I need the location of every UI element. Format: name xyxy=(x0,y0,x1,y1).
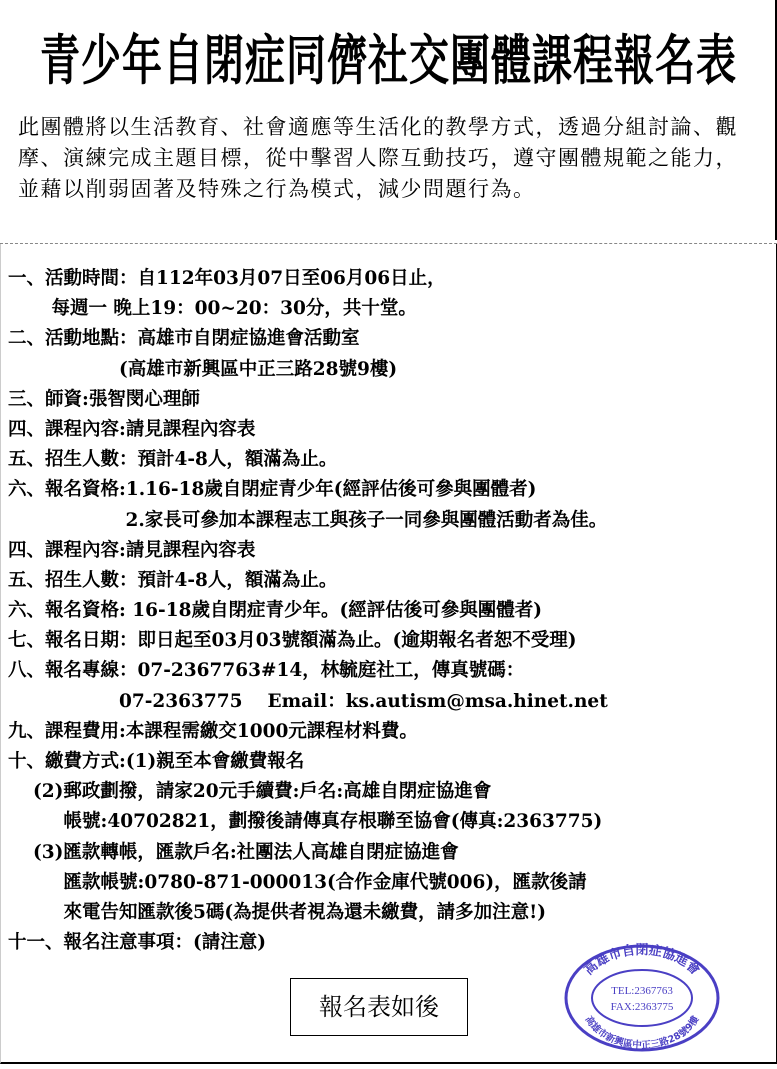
list-item: 一、活動時間：自112年03月07日至06月06日止， xyxy=(8,268,446,289)
list-item: 五、招生人數：預計4-8人，額滿為止。 xyxy=(8,449,338,471)
list-item: 十一、報名注意事項：(請注意) xyxy=(8,932,267,954)
list-item: 二、活動地點：高雄市自閉症協進會活動室 xyxy=(8,328,360,350)
registration-form-button[interactable]: 報名表如後 xyxy=(290,978,468,1036)
list-item: 四、課程內容:請見課程內容表 xyxy=(8,418,256,440)
list-item: 五、招生人數：預計4-8人，額滿為止。 xyxy=(8,569,338,591)
list-item: 九、課程費用:本課程需繳交1000元課程材料費。 xyxy=(8,720,418,742)
list-item: 07-2363775 Email：ks.autism@msa.hinet.net xyxy=(8,690,608,712)
association-seal xyxy=(562,940,722,1052)
list-item: 七、報名日期：即日起至03月03號額滿為止。(逾期報名者恕不受理) xyxy=(8,630,577,652)
page-title: 青少年自閉症同儕社交團體課程報名表 xyxy=(40,30,737,93)
list-item: 2.家長可參加本課程志工與孩子一同參與團體活動者為佳。 xyxy=(8,509,608,531)
list-item: 六、報名資格: 16-18歲自閉症青少年。(經評估後可參與團體者) xyxy=(8,600,542,622)
list-item: (2)郵政劃撥，請家20元手續費:戶名:高雄自閉症協進會 xyxy=(8,781,492,803)
list-item: 帳號:40702821，劃撥後請傳真存根聯至協會(傳真:2363775) xyxy=(8,811,603,833)
list-item: 匯款帳號:0780-871-000013(合作金庫代號006)，匯款後請 xyxy=(8,871,587,893)
info-list xyxy=(8,264,773,958)
seal-arc-text: 高雄市自閉症協進會 xyxy=(581,943,703,979)
seal-tel: TEL:2367763 xyxy=(611,985,673,997)
seal-bottom-text: 高雄市新興區中正三路28號9樓 xyxy=(582,1014,702,1052)
list-item: 六、報名資格:1.16-18歲自閉症青少年(經評估後可參與團體者) xyxy=(8,479,537,501)
seal-fax: FAX:2363775 xyxy=(610,1001,674,1013)
list-item: 每週一 晚上19：00~20：30分，共十堂。 xyxy=(8,298,417,320)
list-item: 來電告知匯款後5碼(為提供者視為還未繳費，請多加注意!) xyxy=(8,901,547,923)
list-item: 八、報名專線：07-2367763#14，林毓庭社工，傳真號碼： xyxy=(8,660,525,682)
list-item: (高雄市新興區中正三路28號9樓) xyxy=(8,358,398,380)
list-item: 四、課程內容:請見課程內容表 xyxy=(8,539,256,561)
list-item: (3)匯款轉帳，匯款戶名:社團法人高雄自閉症協進會 xyxy=(8,841,459,863)
list-item: 三、師資:張智閔心理師 xyxy=(8,388,200,410)
intro-paragraph: 此團體將以生活教育、社會適應等生活化的教學方式，透過分組討論、觀摩、演練完成主題目標，從中擊習人際互動技巧，遵守團體規範之能力，並藉以削弱固著及特殊之行為模式，減少問題行為。 xyxy=(18,115,738,201)
list-item: 十、繳費方式:(1)親至本會繳費報名 xyxy=(8,751,305,772)
